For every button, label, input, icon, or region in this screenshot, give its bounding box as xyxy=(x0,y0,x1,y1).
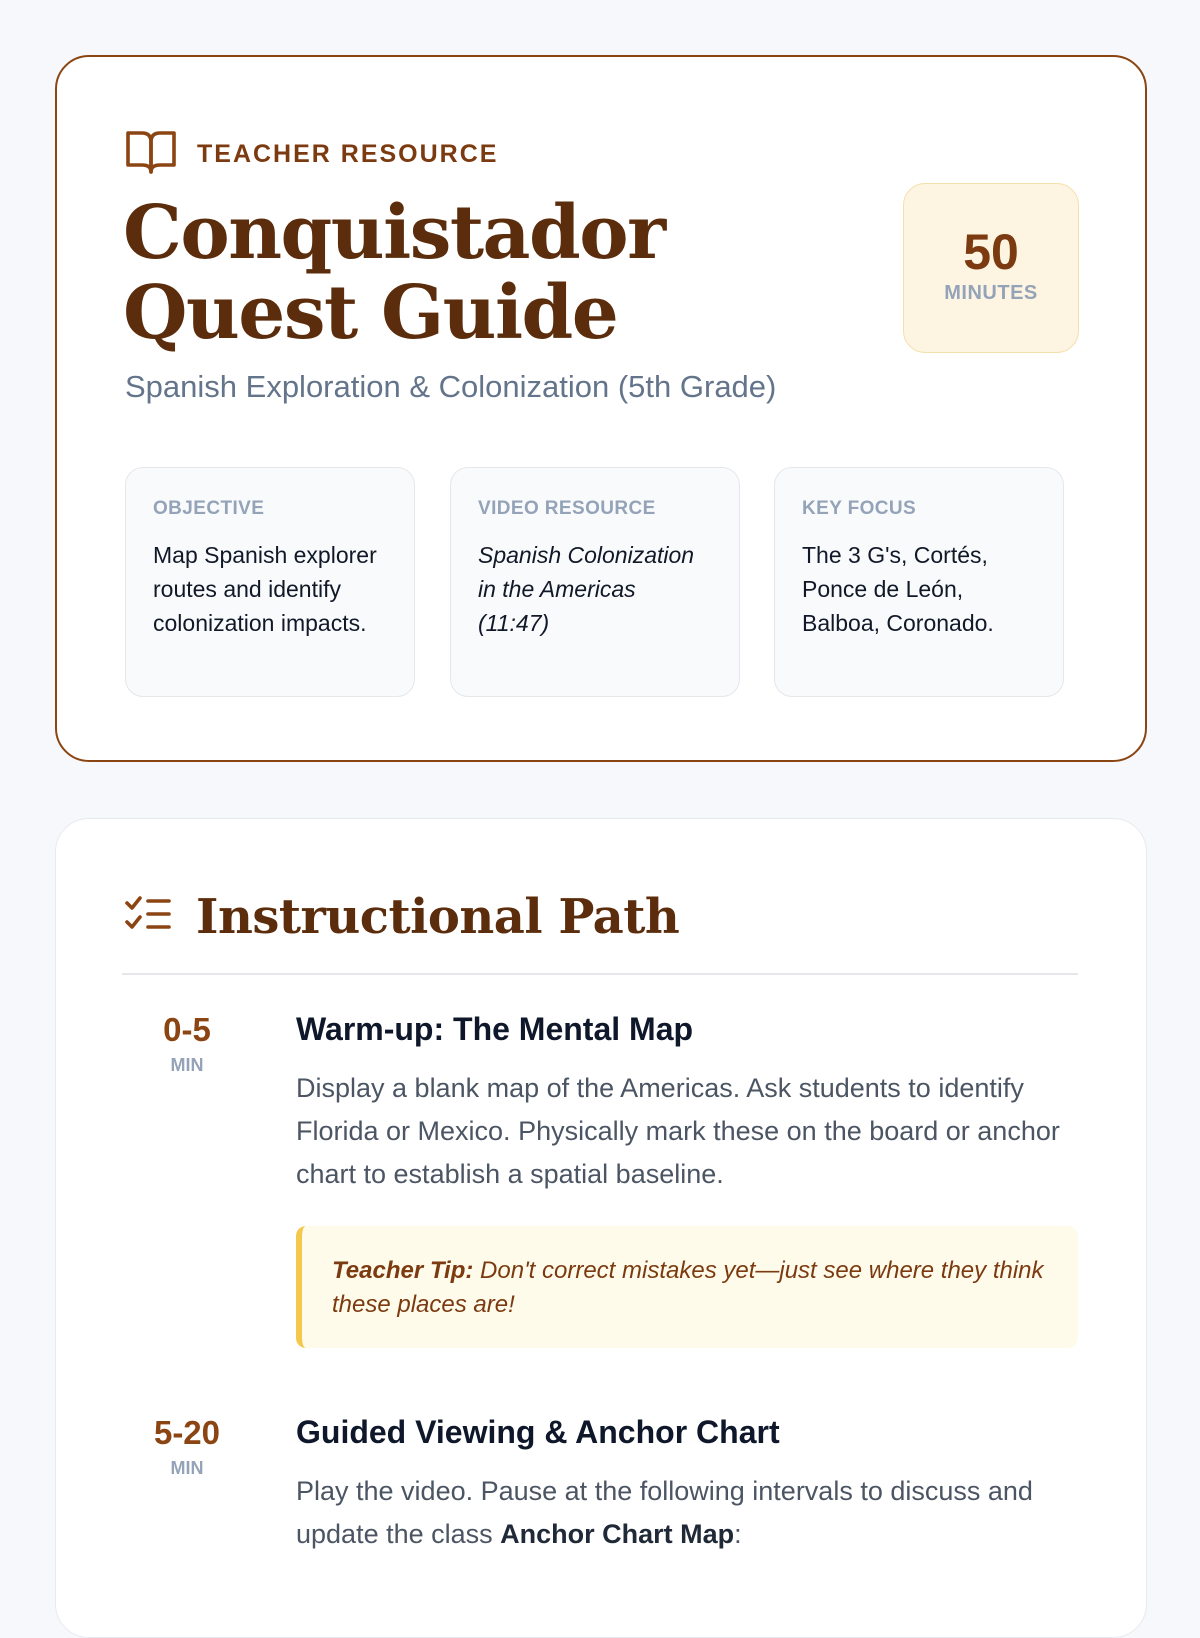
info-box-label: OBJECTIVE xyxy=(153,498,265,519)
duration-badge xyxy=(903,183,1079,353)
page-title: Conquistador Quest Guide xyxy=(123,190,665,356)
eyebrow-label: TEACHER RESOURCE xyxy=(197,140,499,168)
info-box-label: KEY FOCUS xyxy=(802,498,917,519)
section-header xyxy=(124,889,679,945)
page-subtitle: Spanish Exploration & Colonization (5th Grade) xyxy=(125,369,777,404)
section-title: Instructional Path xyxy=(196,889,680,945)
duration-unit: MINUTES xyxy=(944,282,1038,304)
teacher-tip-callout xyxy=(296,1226,1078,1348)
instructional-path-card xyxy=(55,818,1147,1638)
step-title: Guided Viewing & Anchor Chart xyxy=(296,1414,780,1450)
divider xyxy=(122,973,1078,975)
step-time-unit: MIN xyxy=(170,1055,204,1075)
step-description-text: Play the video. Pause at the following intervals to discuss and update the class xyxy=(296,1476,1033,1549)
step-time-unit: MIN xyxy=(170,1458,204,1478)
step-guided-viewing xyxy=(296,1412,1086,1556)
step-time-badge xyxy=(122,1011,252,1076)
step-warm-up xyxy=(296,1009,1086,1348)
checklist-icon xyxy=(124,894,172,941)
teacher-tip-text: Don't correct mistakes yet—just see where they think these places are! xyxy=(332,1257,1044,1318)
guide-header-card xyxy=(55,55,1147,762)
info-box-objective xyxy=(125,467,415,697)
step-time-badge xyxy=(122,1414,252,1479)
info-box-key-focus xyxy=(774,467,1064,697)
eyebrow xyxy=(125,129,498,180)
anchor-chart-map-emphasis: Anchor Chart Map xyxy=(500,1519,735,1549)
info-box-text: Spanish Colonization in the Americas (11:47) xyxy=(478,542,695,636)
step-time: 0-5 xyxy=(163,1011,211,1048)
teacher-tip-label: Teacher Tip: xyxy=(332,1257,474,1284)
step-title: Warm-up: The Mental Map xyxy=(296,1011,694,1047)
step-description: Display a blank map of the Americas. Ask students to identify Florida or Mexico. Physically mark these on the board or anchor chart to establish a spatial baseline. xyxy=(296,1073,1060,1189)
info-box-video-resource xyxy=(450,467,740,697)
info-box-text: The 3 G's, Cortés, Ponce de León, Balboa, Coronado. xyxy=(802,542,994,636)
step-description-end: : xyxy=(734,1519,742,1549)
info-box-label: VIDEO RESOURCE xyxy=(478,498,656,519)
step-description xyxy=(296,1470,1086,1556)
info-box-text: Map Spanish explorer routes and identify colonization impacts. xyxy=(153,542,377,636)
open-book-icon xyxy=(125,129,177,180)
step-time: 5-20 xyxy=(153,1414,221,1451)
duration-value: 50 xyxy=(963,224,1019,280)
